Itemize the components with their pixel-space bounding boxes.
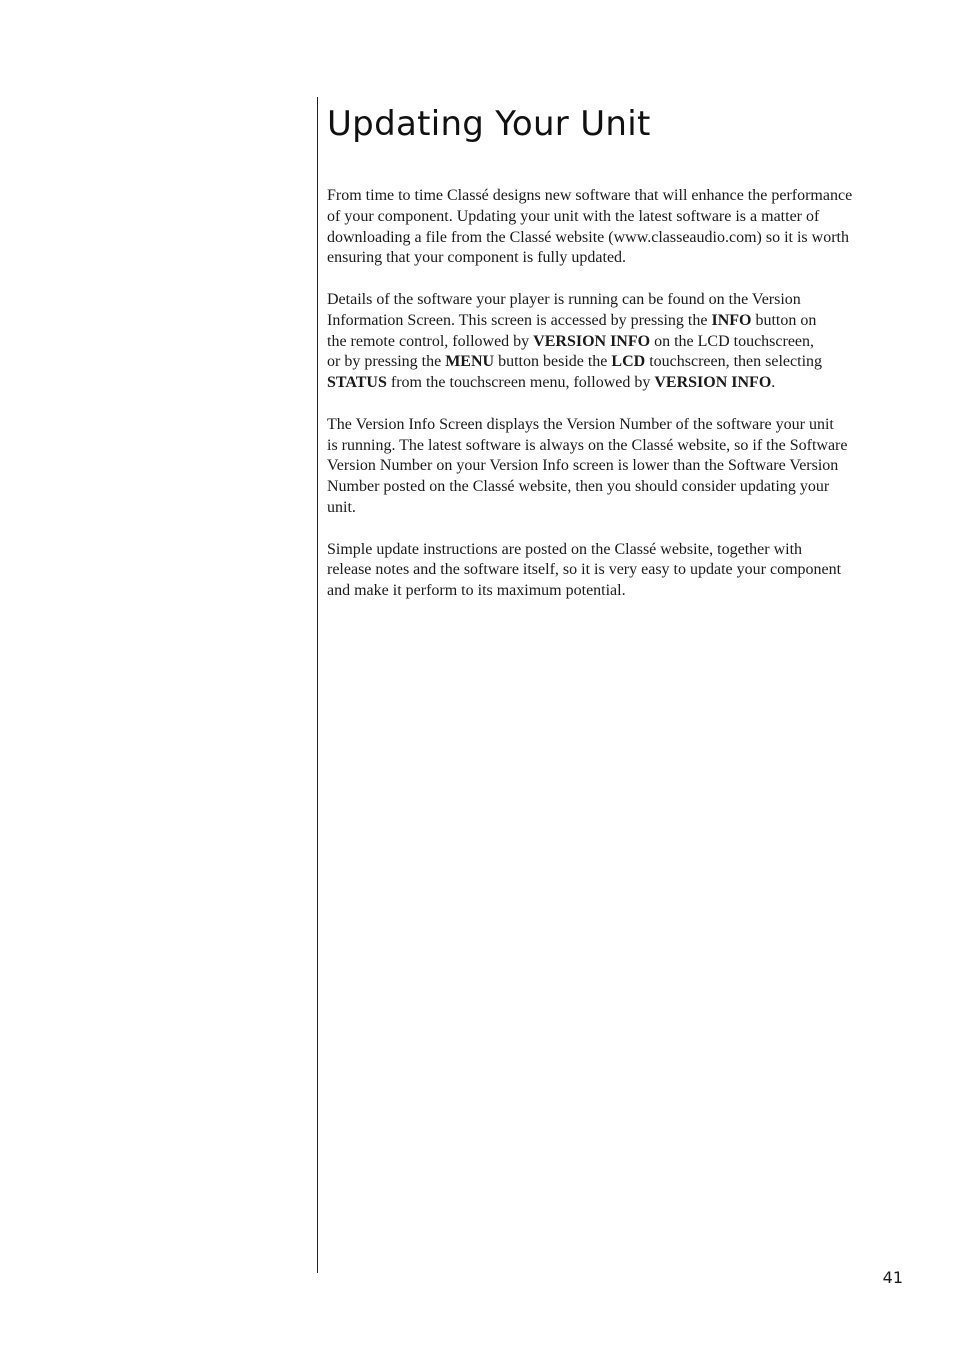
text-line [327,581,887,602]
text-run: Information Screen. This screen is accessed by pressing the [327,311,712,329]
text-line [327,456,887,477]
text-run: of your component. Updating your unit with the latest software is a matter of [327,207,820,225]
text-line [327,186,887,207]
text-line [327,332,887,353]
text-run: downloading a file from the Classé website (www.classeaudio.com) so it is worth [327,228,849,246]
text-run: . [771,374,776,392]
text-line [327,498,887,519]
text-run: unit. [327,498,356,516]
vertical-divider [317,97,318,1273]
text-line [327,415,887,436]
page-title: Updating Your Unit [327,104,651,144]
text-run: button beside the [494,353,612,371]
text-line [327,290,887,311]
text-run: touchscreen, then selecting [645,353,823,371]
text-line [327,540,887,561]
text-run: Number posted on the Classé website, then you should consider updating your [327,478,830,496]
text-run: the remote control, followed by [327,332,534,350]
text-run: Version Number on your Version Info screen is lower than the Software Version [327,457,839,475]
text-run: is running. The latest software is always on the Classé website, so if the Software [327,436,848,454]
bold-term: INFO [711,311,752,329]
text-line [327,373,887,394]
text-run: button on [751,311,817,329]
text-line [327,352,887,373]
text-line [327,436,887,457]
text-line [327,560,887,581]
text-run: From time to time Classé designs new software that will enhance the performance [327,187,853,204]
paragraph [327,415,887,519]
bold-term: LCD [611,353,646,371]
text-run: or by pressing the [327,353,446,371]
text-run: ensuring that your component is fully updated. [327,249,627,267]
text-run: on the LCD touchscreen, [650,332,815,350]
text-line [327,477,887,498]
bold-term: MENU [445,353,495,371]
bold-term: VERSION INFO [533,332,651,350]
text-run: from the touchscreen menu, followed by [386,374,655,392]
paragraph [327,186,887,269]
bold-term: VERSION INFO [654,374,772,392]
text-run: release notes and the software itself, so it is very easy to update your component [327,561,842,579]
text-line [327,207,887,228]
bold-term: STATUS [327,374,387,392]
text-run: Simple update instructions are posted on the Classé website, together with [327,540,803,558]
text-line [327,248,887,269]
paragraph [327,290,887,394]
text-line [327,228,887,249]
body-text [327,186,887,623]
text-line [327,311,887,332]
text-run: The Version Info Screen displays the Version Number of the software your unit [327,415,834,433]
page-number: 41 [882,1268,903,1287]
paragraph [327,540,887,602]
text-run: and make it perform to its maximum potential. [327,582,626,600]
text-run: Details of the software your player is running can be found on the Version [327,290,801,308]
